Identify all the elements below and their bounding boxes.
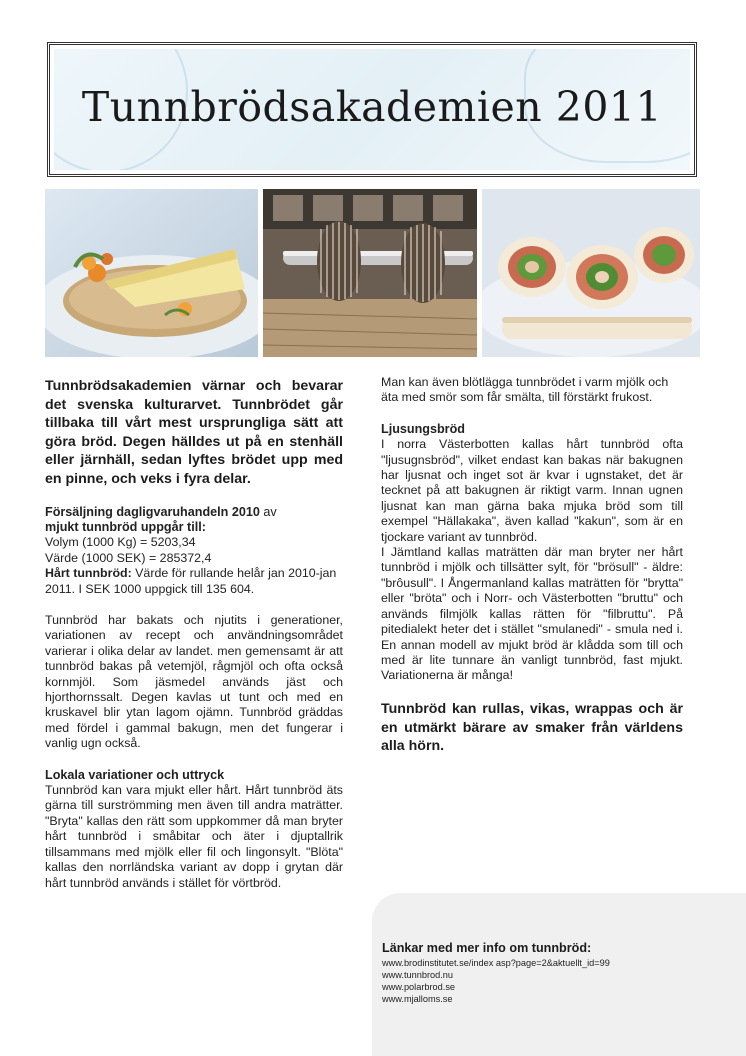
sales-heading-rest: av (259, 504, 277, 519)
page-title: Tunnbrödsakademien 2011 (81, 83, 663, 131)
history-paragraph: Tunnbröd har bakats och njutits i generationer, variationen av recept och användningsområdet varierar i olika delar av landet. men gemensamt är att tunnbröd bakas på vetemjöl, rågmjöl och ofta också kornmjöl. Som jäsmedel används jäst och hjorthornssalt. Degen kavlas ut tunt och med en kruskavel blir ytan lagom ojämn. Tunnbröd gräddas med fördel i gammal bakugn, men det fungerar i vanlig ugn också. (45, 613, 343, 751)
hard-bread-label: Hårt tunnbröd: (45, 566, 132, 581)
tunnbread-wraps-photo (482, 189, 700, 357)
sales-volume: Volym (1000 Kg) = 5203,34 (45, 535, 196, 550)
intro-paragraph: Tunnbrödsakademien värnar och bevarar det svenska kulturarvet. Tunnbrödet går tillbaka till vårt mest ursprungliga sätt att göra bröd. Degen hälldes ut på en stenhäll eller järnhäll, sedan lyftes brödet upp med en pinne, och veks i fyra delar. (45, 378, 343, 487)
links-title: Länkar med mer info om tunnbröd: (382, 941, 592, 955)
header-banner (47, 42, 697, 177)
ljusungsbrod-paragraph: I norra Västerbotten kallas hårt tunnbröd ofta "ljusugnsbröd", vilket endast kan bakas när bakugnen har ljusnat och inget sot är kvar i ugnstaket, det är tecknet på att bakugnen är riktigt varm. Innan ugnen ljusnat kan man gärna baka mjuka bröd som till exempel "Hällakaka", även kallad "kakun", som är en tjockare variant av tunnbröd. (381, 437, 683, 544)
link-brodinstitutet[interactable]: www.brodinstitutet.se/index asp?page=2&aktuellt_id=99 (382, 958, 610, 968)
sales-value: Värde (1000 SEK) = 285372,4 (45, 550, 212, 565)
hard-bread-sales (45, 566, 343, 597)
link-mjalloms[interactable]: www.mjalloms.se (382, 994, 453, 1004)
sales-heading (45, 505, 343, 520)
left-column (45, 377, 343, 891)
crispbread-with-cheese-photo (45, 189, 258, 357)
hard-bread-text: Värde för rullande helår jan 2010-jan 2011. I SEK 1000 uppgick till 135 604. (45, 566, 337, 596)
links-box (372, 893, 746, 1056)
section-heading-local: Lokala variationer och uttryck (45, 767, 225, 782)
closing-statement: Tunnbröd kan rullas, vikas, wrappas och är en utmärkt bärare av smaker från världens alla hörn. (381, 700, 683, 755)
kruskavel-rolling-pin-photo (263, 189, 477, 357)
right-column (381, 375, 683, 756)
section-heading-ljusungsbrod: Ljusungsbröd (381, 421, 465, 436)
sales-heading-line2: mjukt tunnbröd uppgår till: (45, 519, 206, 534)
sales-heading-bold: Försäljning dagligvaruhandeln 2010 (45, 504, 260, 519)
links-list (382, 957, 610, 1005)
header-background (54, 49, 690, 170)
regional-dishes-paragraph: I Jämtland kallas maträtten där man bryter ner hårt tunnbröd i mjölk och tillsätter sylt, för "brösull" - äldre: "brôusull". I Ångermanland kallas maträtten för "brytta" eller "bröta" och i Norr- och Västerbotten "bruttu" och används filmjölk kallas rätten för "filbruttu". På pitedialekt heter det i stället "smulanedi" - smula ned i. En annan modell av mjukt bröd är klådda som till och med är lite tunnare än vanligt tunnbröd, fast mjukt. Variationerna är många! (381, 545, 683, 683)
local-variations-paragraph: Tunnbröd kan vara mjukt eller hårt. Hårt tunnbröd äts gärna till surströmming men även till andra maträtter. "Bryta" kallas den rätt som uppkommer då man bryter hårt tunnbröd i småbitar och äter i djuptallrik tillsammans med mjölk eller fil och lingonsylt. "Blöta" kallas den norrländska variant av dopp i grytan där hårt tunnbröd används i stället för vörtbröd. (45, 783, 343, 890)
link-tunnbrod[interactable]: www.tunnbrod.nu (382, 970, 453, 980)
soak-paragraph: Man kan även blötlägga tunnbrödet i varm mjölk och äta med smör som får smälta, till förstärkt frukost. (381, 375, 669, 405)
link-polarbrod[interactable]: www.polarbrod.se (382, 982, 456, 992)
